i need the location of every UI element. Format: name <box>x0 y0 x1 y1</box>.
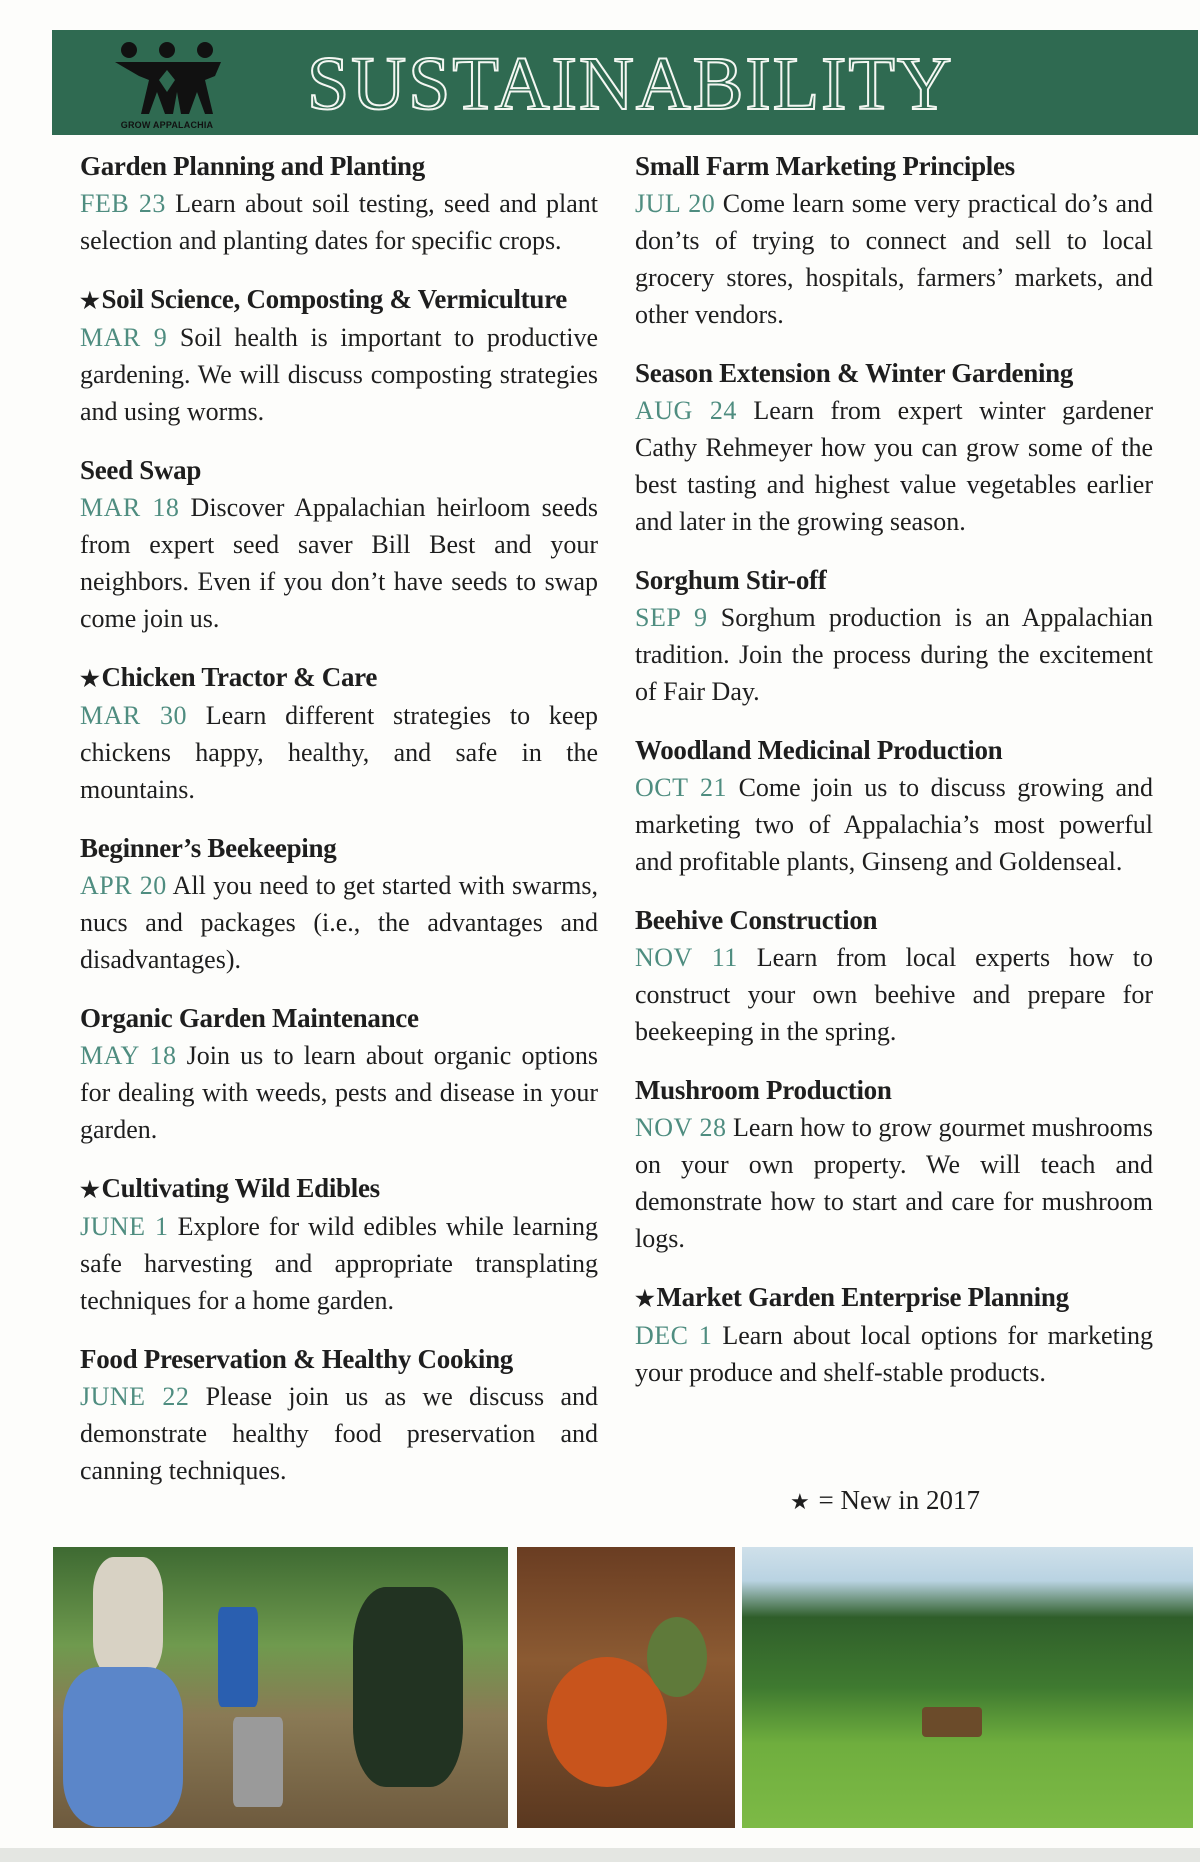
star-icon: ★ <box>635 1286 655 1311</box>
event-item <box>80 659 598 808</box>
event-text: Learn about local options for marketing your produce and shelf-stable products. <box>635 1321 1154 1387</box>
event-description <box>80 1037 598 1148</box>
event-text: Soil health is important to productive gardening. We will discuss composting strategies and using worms. <box>80 323 599 426</box>
event-item <box>635 1279 1153 1391</box>
event-title-text: Small Farm Marketing Principles <box>635 151 1015 181</box>
event-title-text: Season Extension & Winter Gardening <box>635 358 1074 388</box>
event-title <box>635 562 1153 599</box>
event-title <box>635 1072 1153 1109</box>
event-title-text: Cultivating Wild Edibles <box>101 1173 380 1203</box>
event-text: Learn about soil testing, seed and plant selection and planting dates for specific crops. <box>80 189 599 255</box>
event-item <box>635 902 1153 1050</box>
event-description <box>80 867 598 978</box>
event-description <box>635 599 1153 710</box>
event-title <box>80 452 598 489</box>
event-item <box>80 1170 598 1319</box>
header-banner <box>52 30 1198 135</box>
event-text: Discover Appalachian heirloom seeds from expert seed saver Bill Best and your neighbors. Even if you don’t have seeds to swap come join us. <box>80 493 598 633</box>
event-title-text: Woodland Medicinal Production <box>635 735 1003 765</box>
event-title-text: Mushroom Production <box>635 1075 892 1105</box>
event-title <box>635 355 1153 392</box>
event-date: DEC 1 <box>635 1321 713 1350</box>
event-title <box>635 902 1153 939</box>
event-title <box>80 148 598 185</box>
event-title-text: Food Preservation & Healthy Cooking <box>80 1344 513 1374</box>
photo-pumpkin-display <box>517 1547 735 1828</box>
photo-canning-workshop <box>53 1547 508 1828</box>
event-description <box>80 319 598 430</box>
event-description <box>635 769 1153 880</box>
event-date: NOV 28 <box>635 1113 727 1142</box>
star-icon: ★ <box>80 288 100 313</box>
event-text: Learn different strategies to keep chickens happy, healthy, and safe in the mountains. <box>80 701 598 804</box>
event-item <box>635 148 1153 333</box>
event-date: JUL 20 <box>635 189 716 218</box>
event-title-text: Beginner’s Beekeeping <box>80 833 337 863</box>
event-date: MAR 9 <box>80 323 168 352</box>
event-text: Please join us as we discuss and demonstrate healthy food preservation and canning techniques. <box>80 1382 598 1485</box>
event-title-text: Beehive Construction <box>635 905 878 935</box>
event-text: Learn from local experts how to construct your own beehive and prepare for beekeeping in the spring. <box>635 943 1153 1046</box>
event-item <box>80 1000 598 1148</box>
event-date: FEB 23 <box>80 189 166 218</box>
event-title-text: Garden Planning and Planting <box>80 151 425 181</box>
event-date: MAY 18 <box>80 1041 177 1070</box>
event-description <box>80 697 598 808</box>
page-edge <box>0 1848 1200 1862</box>
event-text: Explore for wild edibles while learning safe harvesting and appropriate transplating techniques for a home garden. <box>80 1212 598 1315</box>
event-title-text: Organic Garden Maintenance <box>80 1003 419 1033</box>
event-item <box>80 148 598 259</box>
star-icon: ★ <box>80 1177 100 1202</box>
event-title-text: Market Garden Enterprise Planning <box>656 1282 1069 1312</box>
event-item <box>80 1341 598 1489</box>
event-date: SEP 9 <box>635 603 708 632</box>
grow-appalachia-logo <box>107 40 227 130</box>
left-column <box>80 148 598 1511</box>
right-column <box>635 148 1153 1413</box>
event-text: All you need to get started with swarms, nucs and packages (i.e., the advantages and disadvantages). <box>80 871 598 974</box>
event-title <box>80 1341 598 1378</box>
page-title: SUSTAINABILITY <box>307 42 954 126</box>
event-text: Join us to learn about organic options for dealing with weeds, pests and disease in your garden. <box>80 1041 599 1144</box>
event-item <box>80 452 598 637</box>
event-item <box>635 732 1153 880</box>
event-item <box>80 281 598 430</box>
event-date: NOV 11 <box>635 943 738 972</box>
event-title <box>80 659 598 697</box>
event-date: MAR 30 <box>80 701 188 730</box>
event-text: Come learn some very practical do’s and don’ts of trying to connect and sell to local grocery stores, hospitals, farmers’ markets, and other vendors. <box>635 189 1154 329</box>
event-description <box>80 1378 598 1489</box>
event-date: AUG 24 <box>635 396 737 425</box>
legend-text: = New in 2017 <box>818 1485 980 1515</box>
event-description <box>635 1317 1153 1391</box>
event-item <box>80 830 598 978</box>
event-description <box>635 939 1153 1050</box>
event-text: Learn how to grow gourmet mushrooms on your own property. We will teach and demonstrate how to start and care for mushroom logs. <box>635 1113 1154 1253</box>
event-description <box>80 489 598 637</box>
event-item <box>635 562 1153 710</box>
event-date: JUNE 22 <box>80 1382 190 1411</box>
event-text: Come join us to discuss growing and marketing two of Appalachia’s most powerful and profitable plants, Ginseng and Goldenseal. <box>635 773 1153 876</box>
event-title <box>80 1000 598 1037</box>
logo-text: GROW APPALACHIA <box>120 120 214 130</box>
legend <box>790 1485 980 1516</box>
event-title <box>635 1279 1153 1317</box>
event-title <box>635 732 1153 769</box>
people-logo-icon <box>107 40 227 118</box>
event-title <box>80 830 598 867</box>
event-title-text: Seed Swap <box>80 455 202 485</box>
star-icon: ★ <box>790 1489 810 1514</box>
event-description <box>635 392 1153 540</box>
event-description <box>80 1208 598 1319</box>
event-item <box>635 1072 1153 1257</box>
event-title <box>80 281 598 319</box>
event-title-text: Soil Science, Composting & Vermiculture <box>101 284 567 314</box>
event-description <box>80 185 598 259</box>
event-description <box>635 185 1153 333</box>
event-title <box>80 1170 598 1208</box>
event-date: JUNE 1 <box>80 1212 169 1241</box>
event-title <box>635 148 1153 185</box>
photo-garden-field <box>742 1547 1193 1828</box>
event-text: Sorghum production is an Appalachian tradition. Join the process during the excitement of Fair Day. <box>635 603 1153 706</box>
event-title-text: Sorghum Stir-off <box>635 565 827 595</box>
event-description <box>635 1109 1153 1257</box>
event-date: OCT 21 <box>635 773 728 802</box>
event-item <box>635 355 1153 540</box>
event-text: Learn from expert winter gardener Cathy Rehmeyer how you can grow some of the best tasting and highest value vegetables earlier and later in the growing season. <box>635 396 1153 536</box>
event-date: MAR 18 <box>80 493 180 522</box>
event-date: APR 20 <box>80 871 167 900</box>
star-icon: ★ <box>80 666 100 691</box>
event-title-text: Chicken Tractor & Care <box>101 662 378 692</box>
